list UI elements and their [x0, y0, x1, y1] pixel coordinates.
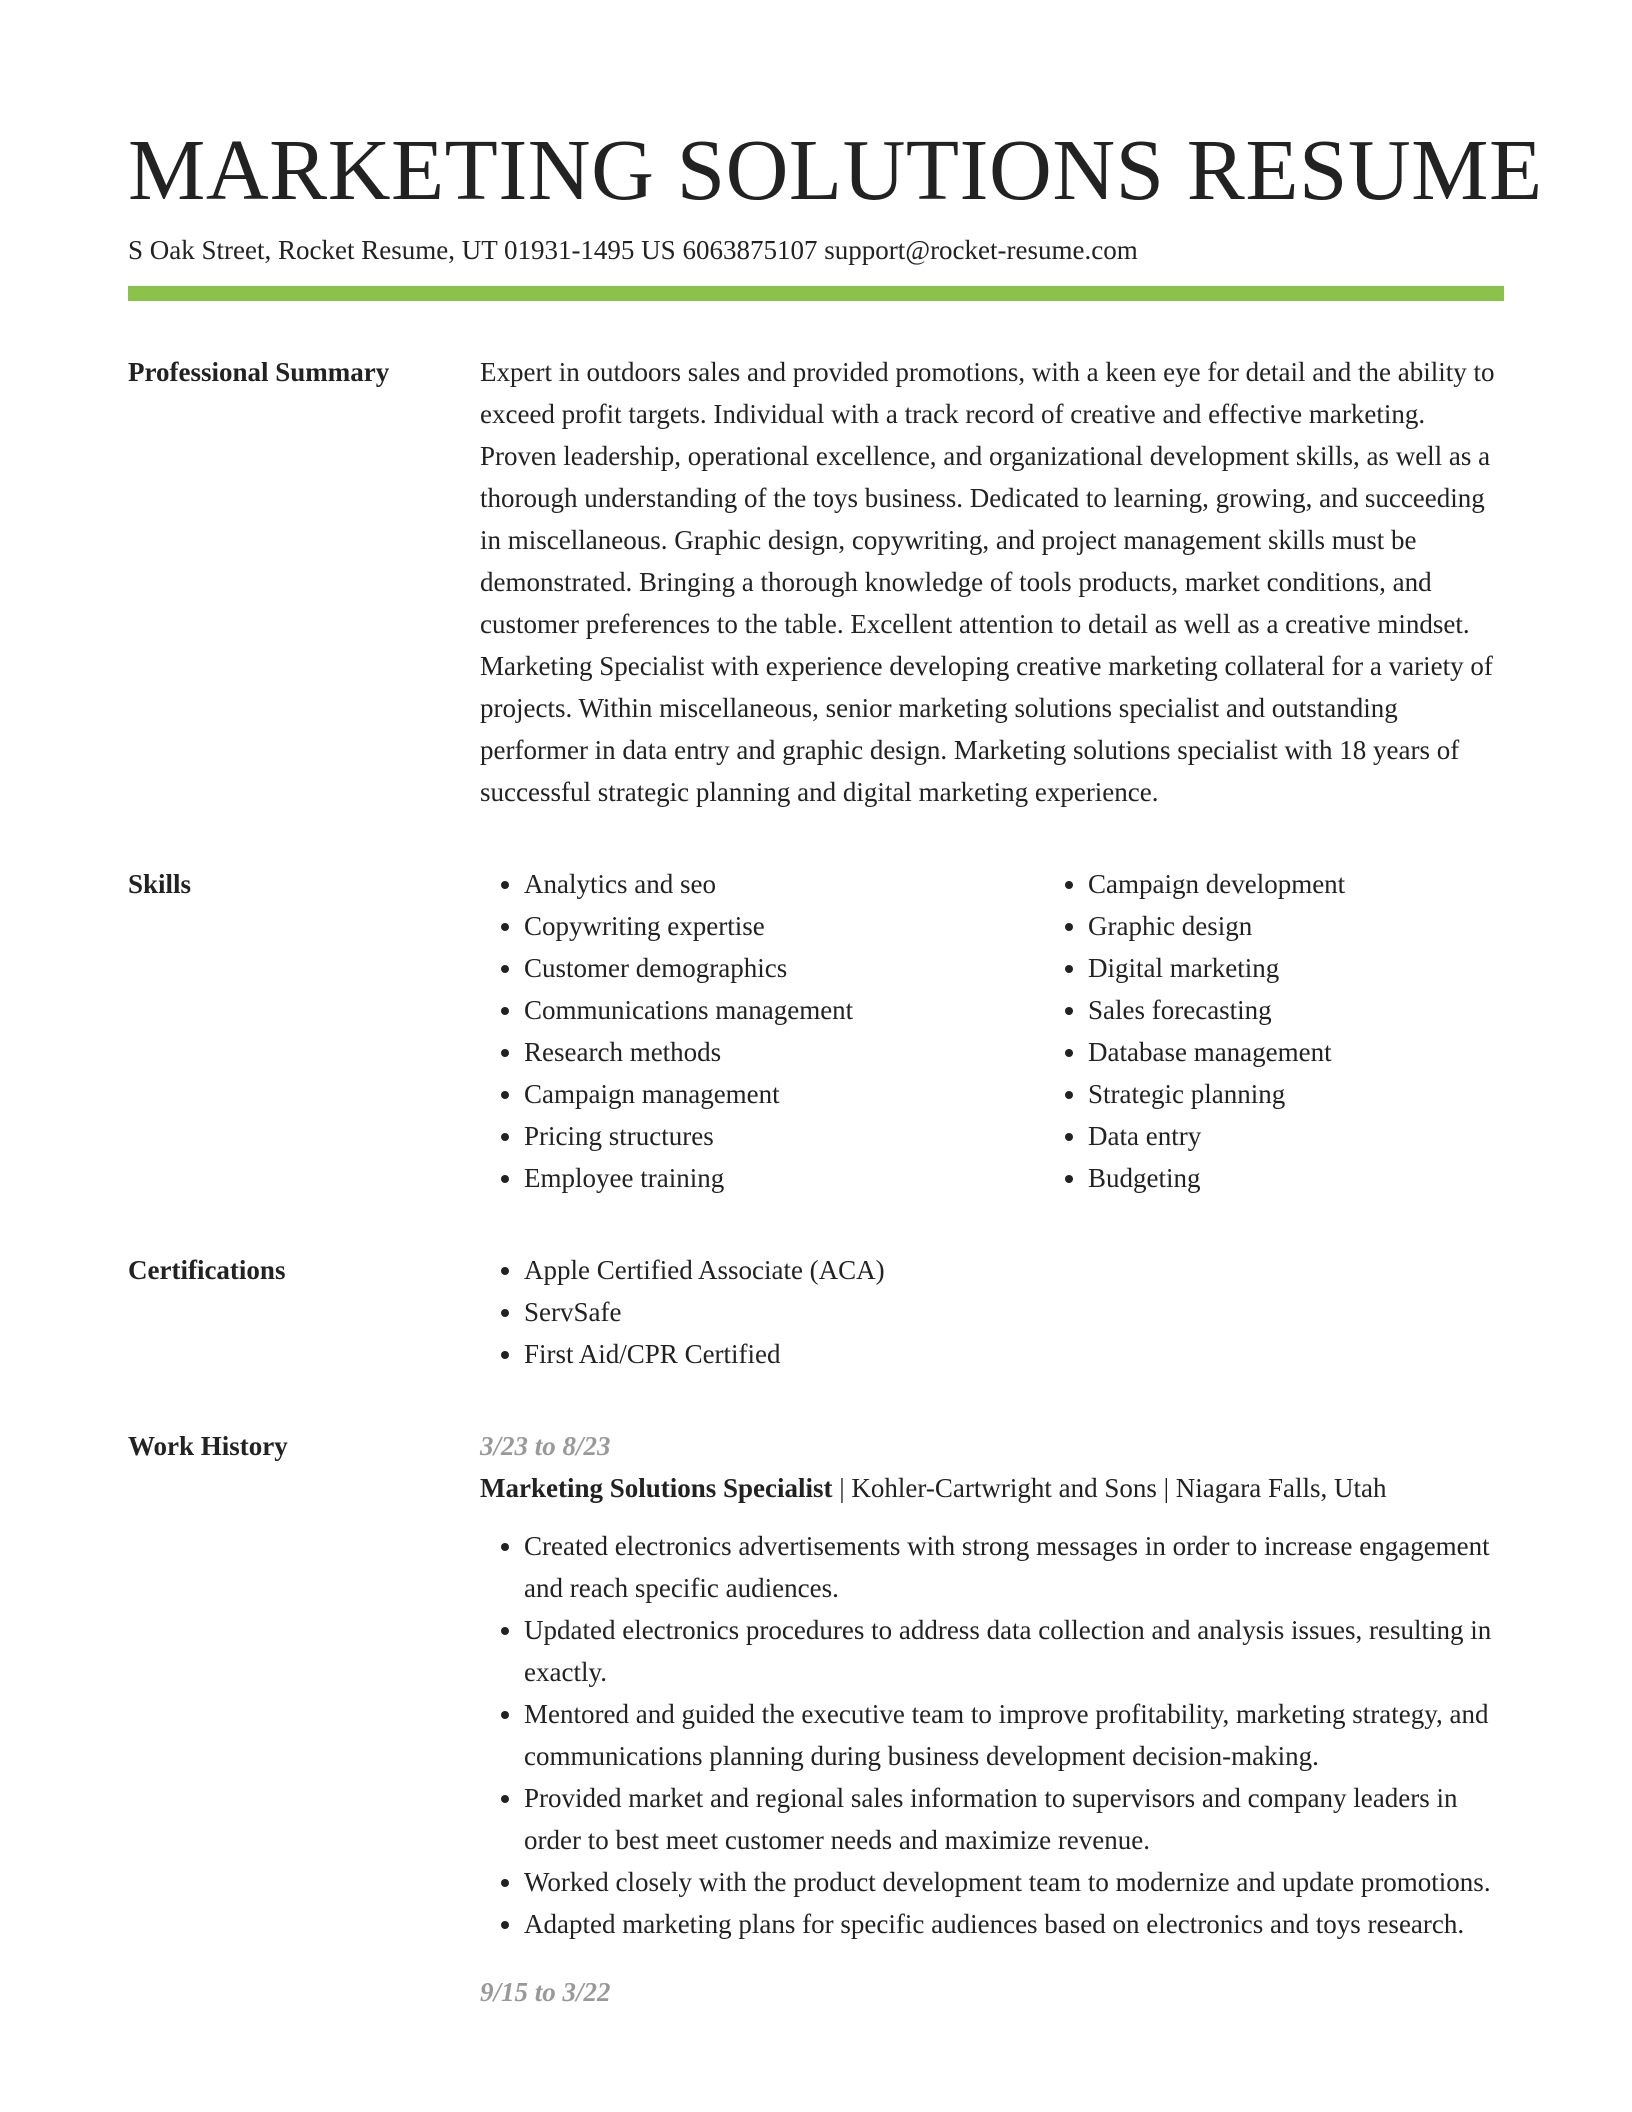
skill-item: • Employee training [524, 1157, 984, 1199]
job-bullet: • Provided market and regional sales information to supervisors and company leaders in order to best meet customer needs and maximize revenue. [524, 1777, 1504, 1861]
job-bullet: • Mentored and guided the executive team to improve profitability, marketing strategy, and communications planning during business development decision-making. [524, 1693, 1504, 1777]
summary-section [128, 351, 1504, 813]
job-heading-line [480, 1467, 1504, 1509]
job-bullet: • Created electronics advertisements with strong messages in order to increase engagement and reach specific audiences. [524, 1525, 1504, 1609]
skill-item: • Research methods [524, 1031, 984, 1073]
skill-item: • Customer demographics [524, 947, 984, 989]
certifications-heading: Certifications [128, 1255, 286, 1285]
work-history-heading: Work History [128, 1431, 288, 1461]
job-bullets [480, 1525, 1504, 1945]
skill-item: • Budgeting [1088, 1157, 1548, 1199]
certification-item: • First Aid/CPR Certified [524, 1333, 1504, 1375]
summary-heading: Professional Summary [128, 357, 390, 387]
skills-list-left [480, 863, 984, 1199]
job-dates: 3/23 to 8/23 [480, 1431, 611, 1461]
certification-item: • ServSafe [524, 1291, 1504, 1333]
skill-item: • Graphic design [1088, 905, 1548, 947]
skill-item: • Strategic planning [1088, 1073, 1548, 1115]
skill-item: • Pricing structures [524, 1115, 984, 1157]
job-bullet: • Adapted marketing plans for specific audiences based on electronics and toys research. [524, 1903, 1504, 1945]
certifications-section [128, 1249, 1504, 1375]
skills-heading: Skills [128, 869, 192, 899]
certification-item: • Apple Certified Associate (ACA) [524, 1249, 1504, 1291]
contact-line: S Oak Street, Rocket Resume, UT 01931-1495 US 6063875107 support@rocket-resume.com [128, 235, 1138, 265]
skill-item: • Communications management [524, 989, 984, 1031]
skill-item: • Campaign management [524, 1073, 984, 1115]
skills-list-right [1044, 863, 1548, 1199]
skill-item: • Digital marketing [1088, 947, 1548, 989]
job-title: Marketing Solutions Specialist [480, 1473, 833, 1503]
skill-item: • Copywriting expertise [524, 905, 984, 947]
skill-item: • Analytics and seo [524, 863, 984, 905]
skill-item: • Database management [1088, 1031, 1548, 1073]
job-entry [480, 1971, 1504, 2013]
job-entry [480, 1425, 1504, 1945]
resume-page [128, 120, 1543, 2013]
job-dates: 9/15 to 3/22 [480, 1977, 611, 2007]
header-divider [128, 286, 1504, 301]
summary-text: Expert in outdoors sales and provided promotions, with a keen eye for detail and the ability to exceed profit targets. Individual with a track record of creative and effective marketing. Proven leadership, operational excellence, and organizational development skills, as well as a thorough understanding of the toys business. Dedicated to learning, growing, and succeeding in miscellaneous. Graphic design, copywriting, and project management skills must be demonstrated. Bringing a thorough knowledge of tools products, market conditions, and customer preferences to the table. Excellent attention to detail as well as a creative mindset. Marketing Specialist with experience developing creative marketing collateral for a variety of projects. Within miscellaneous, senior marketing solutions specialist and outstanding performer in data entry and graphic design. Marketing solutions specialist with 18 years of successful strategic planning and digital marketing experience. [480, 357, 1495, 807]
job-bullet: • Worked closely with the product development team to modernize and update promotions. [524, 1861, 1504, 1903]
work-history-section [128, 1425, 1504, 2013]
job-bullet: • Updated electronics procedures to address data collection and analysis issues, resulting in exactly. [524, 1609, 1504, 1693]
skills-section [128, 863, 1504, 1199]
skill-item: • Campaign development [1088, 863, 1548, 905]
skill-item: • Data entry [1088, 1115, 1548, 1157]
skill-item: • Sales forecasting [1088, 989, 1548, 1031]
resume-title: MARKETING SOLUTIONS RESUME [128, 121, 1543, 218]
job-employer-location: | Kohler-Cartwright and Sons | Niagara Falls, Utah [832, 1473, 1387, 1503]
skills-grid [480, 863, 1548, 1199]
certifications-list [480, 1249, 1504, 1375]
